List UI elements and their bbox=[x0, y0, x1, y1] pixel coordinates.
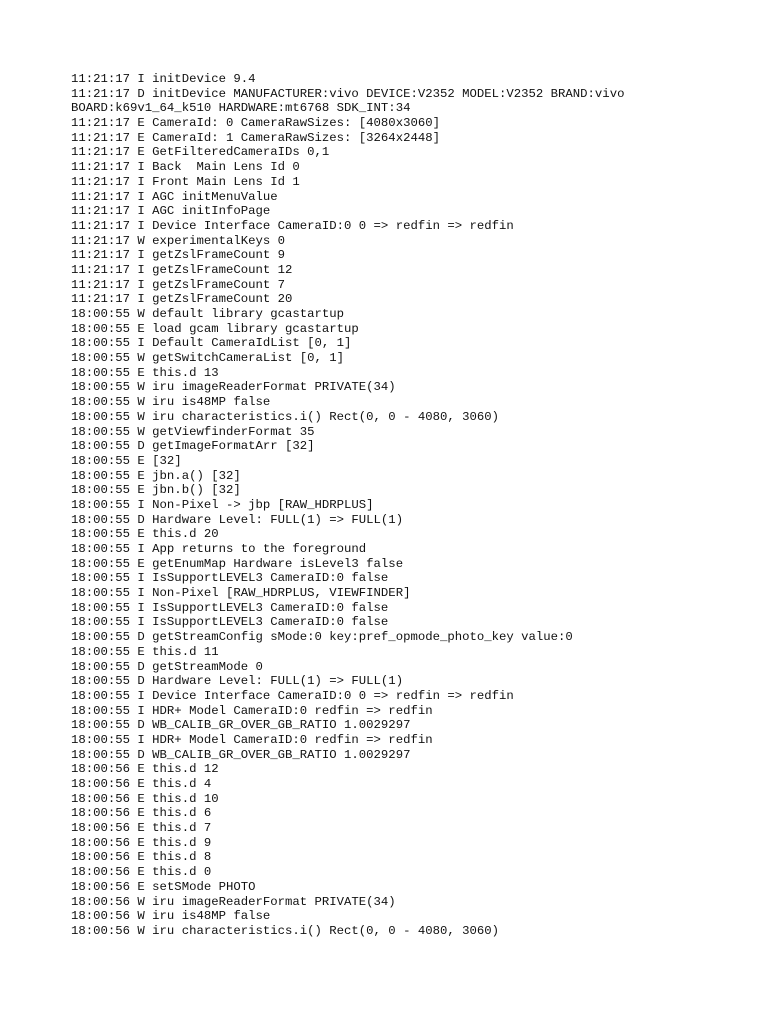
log-line: 18:00:56 E setSMode PHOTO bbox=[71, 879, 256, 894]
log-line: 11:21:17 D initDevice MANUFACTURER:vivo DEVICE:V2352 MODEL:V2352 BRAND:vivo bbox=[71, 86, 625, 101]
log-line: 18:00:55 I HDR+ Model CameraID:0 redfin => redfin bbox=[71, 732, 433, 747]
log-line: 18:00:56 E this.d 7 bbox=[71, 821, 212, 836]
log-line: 18:00:55 I Default CameraIdList [0, 1] bbox=[71, 336, 352, 351]
log-line: 11:21:17 I Device Interface CameraID:0 0 => redfin => redfin bbox=[71, 218, 514, 233]
log-line: 11:21:17 I getZslFrameCount 20 bbox=[71, 292, 293, 307]
log-line: 18:00:55 W iru imageReaderFormat PRIVATE(34) bbox=[71, 380, 396, 395]
log-line: 11:21:17 I getZslFrameCount 12 bbox=[71, 262, 293, 277]
log-line: 11:21:17 E GetFilteredCameraIDs 0,1 bbox=[71, 145, 330, 160]
log-line: 18:00:55 I App returns to the foreground bbox=[71, 542, 367, 556]
log-line: 18:00:55 I IsSupportLEVEL3 CameraID:0 false bbox=[71, 615, 389, 630]
log-line: 18:00:55 I IsSupportLEVEL3 CameraID:0 false bbox=[71, 600, 389, 615]
log-line: 18:00:56 E this.d 12 bbox=[71, 762, 219, 777]
log-line: 18:00:56 E this.d 8 bbox=[71, 850, 212, 865]
log-line: 18:00:55 I Non-Pixel [RAW_HDRPLUS, VIEWFINDER] bbox=[71, 586, 411, 601]
log-line: 11:21:17 I AGC initMenuValue bbox=[71, 189, 278, 204]
log-line: 11:21:17 I getZslFrameCount 7 bbox=[71, 277, 286, 292]
log-line: 18:00:56 W iru imageReaderFormat PRIVATE(34) bbox=[71, 894, 396, 909]
log-line: 11:21:17 I Back Main Lens Id 0 bbox=[71, 160, 300, 175]
log-line: 18:00:55 W getSwitchCameraList [0, 1] bbox=[71, 351, 345, 366]
log-line: 18:00:56 W iru is48MP false bbox=[71, 909, 271, 924]
log-line: 18:00:55 W getViewfinderFormat 35 bbox=[71, 424, 315, 439]
log-line: 18:00:55 D getStreamMode 0 bbox=[71, 659, 263, 674]
log-line: 18:00:55 E jbn.b() [32] bbox=[71, 483, 241, 498]
log-line: 18:00:55 E load gcam library gcastartup bbox=[71, 321, 359, 336]
log-line: 11:21:17 E CameraId: 0 CameraRawSizes: [4080x3060] bbox=[71, 116, 440, 131]
log-line: 18:00:56 E this.d 9 bbox=[71, 835, 212, 850]
log-line: 11:21:17 I initDevice 9.4 bbox=[71, 72, 256, 86]
log-line: 18:00:55 I IsSupportLEVEL3 CameraID:0 false bbox=[71, 571, 389, 586]
log-line: 18:00:55 I Non-Pixel -> jbp [RAW_HDRPLUS] bbox=[71, 497, 374, 512]
log-line: 11:21:17 I Front Main Lens Id 1 bbox=[71, 174, 300, 189]
log-line: 18:00:55 D getImageFormatArr [32] bbox=[71, 439, 315, 454]
log-line: 18:00:55 E this.d 11 bbox=[71, 644, 219, 659]
log-line: 11:21:17 I AGC initInfoPage bbox=[71, 204, 271, 219]
log-line: BOARD:k69v1_64_k510 HARDWARE:mt6768 SDK_INT:34 bbox=[71, 101, 411, 116]
log-line: 18:00:55 E this.d 20 bbox=[71, 527, 219, 542]
log-line: 18:00:55 I Device Interface CameraID:0 0 => redfin => redfin bbox=[71, 688, 514, 703]
log-line: 18:00:56 E this.d 6 bbox=[71, 806, 212, 821]
log-line: 18:00:55 D getStreamConfig sMode:0 key:pref_opmode_photo_key value:0 bbox=[71, 630, 573, 645]
log-line: 18:00:55 E [32] bbox=[71, 453, 182, 468]
log-line: 18:00:56 E this.d 10 bbox=[71, 791, 219, 806]
log-line: 18:00:55 D Hardware Level: FULL(1) => FULL(1) bbox=[71, 512, 404, 527]
log-text bbox=[71, 72, 751, 939]
log-line: 11:21:17 I getZslFrameCount 9 bbox=[71, 248, 286, 263]
log-line: 18:00:55 I HDR+ Model CameraID:0 redfin => redfin bbox=[71, 703, 433, 718]
log-line: 18:00:55 D WB_CALIB_GR_OVER_GB_RATIO 1.0029297 bbox=[71, 718, 411, 733]
log-line: 18:00:55 W default library gcastartup bbox=[71, 307, 345, 321]
log-line: 18:00:55 W iru is48MP false bbox=[71, 395, 271, 410]
log-line: 18:00:56 E this.d 4 bbox=[71, 777, 212, 791]
log-line: 11:21:17 W experimentalKeys 0 bbox=[71, 233, 286, 248]
log-line: 18:00:56 E this.d 0 bbox=[71, 865, 212, 880]
log-line: 18:00:55 D WB_CALIB_GR_OVER_GB_RATIO 1.0029297 bbox=[71, 747, 411, 762]
log-line: 18:00:55 E this.d 13 bbox=[71, 365, 219, 380]
log-line: 18:00:56 W iru characteristics.i() Rect(0, 0 - 4080, 3060) bbox=[71, 923, 500, 938]
log-line: 18:00:55 D Hardware Level: FULL(1) => FULL(1) bbox=[71, 674, 404, 689]
log-line: 18:00:55 E getEnumMap Hardware isLevel3 false bbox=[71, 556, 404, 571]
log-line: 18:00:55 W iru characteristics.i() Rect(0, 0 - 4080, 3060) bbox=[71, 409, 500, 424]
log-line: 18:00:55 E jbn.a() [32] bbox=[71, 468, 241, 483]
log-line: 11:21:17 E CameraId: 1 CameraRawSizes: [3264x2448] bbox=[71, 130, 440, 145]
